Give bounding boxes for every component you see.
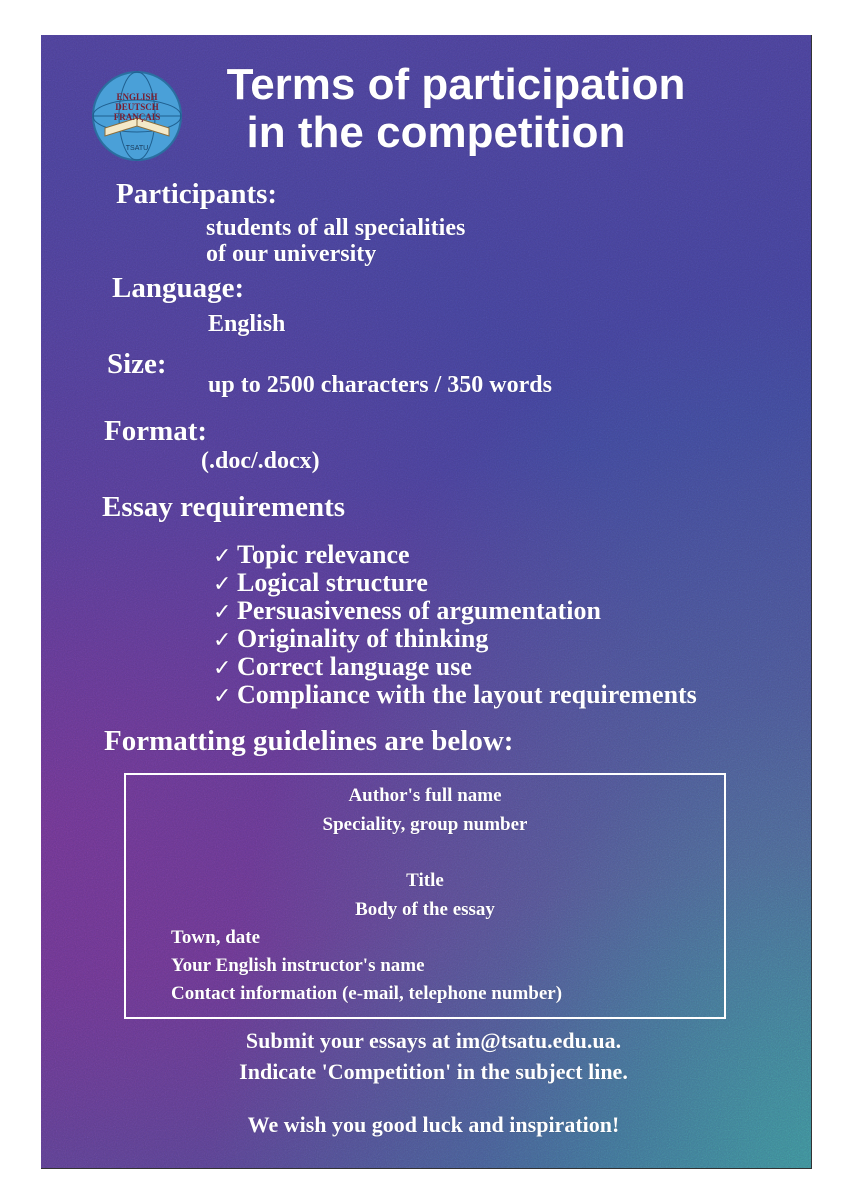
submit-line-1: Submit your essays at im@tsatu.edu.ua. <box>245 1028 622 1053</box>
svg-text:DEUTSCH: DEUTSCH <box>115 102 159 112</box>
check-icon: ✓ <box>213 684 232 709</box>
template-title: Title <box>406 870 444 891</box>
poster <box>41 35 812 1169</box>
submit-line-2: Indicate 'Competition' in the subject line. <box>239 1059 628 1084</box>
requirement-label: Topic relevance <box>237 540 410 569</box>
closing-wish: We wish you good luck and inspiration! <box>247 1112 620 1137</box>
template-instructor: Your English instructor's name <box>171 955 425 976</box>
format-heading: Format: <box>104 415 208 447</box>
requirement-label: Originality of thinking <box>237 624 489 653</box>
template-town-date: Town, date <box>171 927 261 948</box>
check-icon: ✓ <box>213 600 232 625</box>
participants-line-1: students of all specialities <box>206 215 466 241</box>
check-icon: ✓ <box>213 628 232 653</box>
template-speciality: Speciality, group number <box>322 814 528 835</box>
template-contact: Contact information (e-mail, telephone number) <box>171 983 563 1004</box>
svg-text:FRANÇAIS: FRANÇAIS <box>113 112 161 122</box>
requirement-label: Persuasiveness of argumentation <box>237 596 601 625</box>
formatting-template-box <box>124 773 726 1019</box>
requirement-label: Logical structure <box>237 568 428 597</box>
template-author: Author's full name <box>348 785 502 806</box>
essay-requirements-heading: Essay requirements <box>102 491 346 523</box>
language-value: English <box>208 311 286 337</box>
check-icon: ✓ <box>213 544 232 569</box>
guidelines-heading: Formatting guidelines are below: <box>104 725 514 757</box>
title-line-2: in the competition <box>246 108 626 157</box>
size-heading: Size: <box>107 348 167 380</box>
requirement-item <box>213 681 697 711</box>
requirement-item <box>213 541 410 571</box>
requirement-item <box>213 625 488 655</box>
participants-heading: Participants: <box>116 178 278 210</box>
check-icon: ✓ <box>213 656 232 681</box>
svg-text:ENGLISH: ENGLISH <box>116 92 158 102</box>
language-heading: Language: <box>112 272 245 304</box>
size-value: up to 2500 characters / 350 words <box>208 372 552 398</box>
requirement-item <box>213 569 428 599</box>
requirement-label: Compliance with the layout requirements <box>237 680 697 709</box>
requirement-item <box>213 597 601 627</box>
check-icon: ✓ <box>213 572 232 597</box>
participants-line-2: of our university <box>206 241 377 267</box>
title-line-1: Terms of participation <box>226 60 686 109</box>
requirement-item <box>213 653 472 683</box>
format-value: (.doc/.docx) <box>201 448 320 474</box>
requirement-label: Correct language use <box>237 652 472 681</box>
template-body: Body of the essay <box>355 899 495 920</box>
svg-text:TSATU: TSATU <box>125 145 149 152</box>
